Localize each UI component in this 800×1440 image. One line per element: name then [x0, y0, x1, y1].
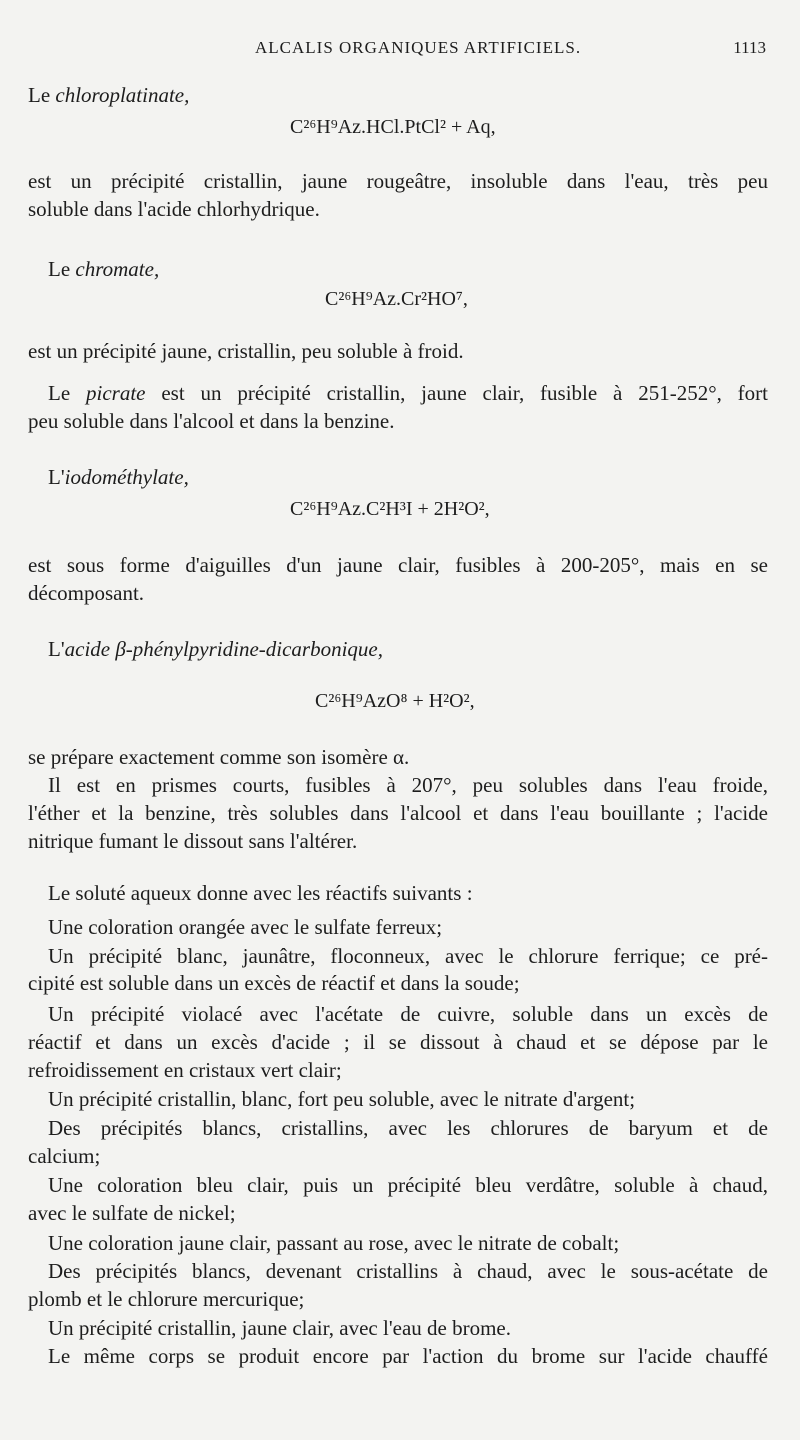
reaction-line: plomb et le chlorure mercurique; [28, 1287, 305, 1311]
reaction-line: Un précipité blanc, jaunâtre, floconneux, avec le chlorure ferrique; ce pré- [48, 944, 768, 968]
intro-prefix: L' [48, 465, 65, 489]
reaction-line: Un précipité cristallin, jaune clair, avec l'eau de brome. [48, 1316, 511, 1340]
compound-name: acide β-phénylpyridine-dicarbonique, [64, 637, 383, 661]
reaction-line: Une coloration bleu clair, puis un précipité bleu verdâtre, soluble à chaud, [48, 1173, 768, 1197]
chloroplatinate-intro [28, 82, 768, 108]
reaction-line: refroidissement en cristaux vert clair; [28, 1058, 342, 1082]
paragraph-line: décomposant. [28, 581, 145, 605]
iodomethylate-formula: C²⁶H⁹Az.C²H³I + 2H²O², [290, 498, 490, 520]
compound-name: iodométhylate, [64, 465, 189, 489]
acide-intro [48, 636, 768, 662]
paragraph-line: est un précipité cristallin, jaune rougeâtre, insoluble dans l'eau, très peu [28, 169, 768, 193]
reaction-line: réactif et dans un excès d'acide ; il se dissout à chaud et se dépose par le [28, 1030, 768, 1054]
paragraph-line: nitrique fumant le dissout sans l'altérer. [28, 829, 358, 853]
intro-prefix: Le [28, 83, 56, 107]
paragraph-text: est un précipité cristallin, jaune clair, fusible à 251-252°, fort [145, 381, 768, 405]
acide-formula: C²⁶H⁹AzO⁸ + H²O², [315, 690, 475, 712]
picrate-line [48, 380, 768, 406]
paragraph-line: se prépare exactement comme son isomère α. [28, 745, 410, 769]
paragraph-line: soluble dans l'acide chlorhydrique. [28, 197, 320, 221]
compound-name: chromate, [75, 257, 160, 281]
paragraph-line: peu soluble dans l'alcool et dans la benzine. [28, 409, 395, 433]
reaction-line: avec le sulfate de nickel; [28, 1201, 236, 1225]
running-title: ALCALIS ORGANIQUES ARTIFICIELS. [255, 38, 582, 57]
page-number: 1113 [733, 38, 766, 57]
paragraph-line: l'éther et la benzine, très solubles dans l'alcool et dans l'eau bouillante ; l'acide [28, 801, 768, 825]
iodomethylate-intro [48, 464, 768, 490]
reactifs-intro: Le soluté aqueux donne avec les réactifs suivants : [48, 881, 473, 905]
compound-name: chloroplatinate, [55, 83, 190, 107]
chromate-formula: C²⁶H⁹Az.Cr²HO⁷, [325, 288, 468, 310]
reaction-line: Une coloration jaune clair, passant au rose, avec le nitrate de cobalt; [48, 1231, 620, 1255]
reaction-line: cipité est soluble dans un excès de réactif et dans la soude; [28, 971, 520, 995]
paragraph-line: est un précipité jaune, cristallin, peu soluble à froid. [28, 339, 464, 363]
chloroplatinate-formula: C²⁶H⁹Az.HCl.PtCl² + Aq, [290, 116, 496, 138]
intro-prefix: Le [48, 257, 76, 281]
reaction-line: Une coloration orangée avec le sulfate ferreux; [48, 915, 443, 939]
reaction-line: Un précipité cristallin, blanc, fort peu soluble, avec le nitrate d'argent; [48, 1087, 636, 1111]
intro-prefix: L' [48, 637, 65, 661]
reaction-line: Le même corps se produit encore par l'action du brome sur l'acide chauffé [48, 1344, 768, 1368]
paragraph-line: est sous forme d'aiguilles d'un jaune clair, fusibles à 200-205°, mais en se [28, 553, 768, 577]
reaction-line: calcium; [28, 1144, 101, 1168]
reaction-line: Un précipité violacé avec l'acétate de cuivre, soluble dans un excès de [48, 1002, 768, 1026]
reaction-line: Des précipités blancs, devenant cristallins à chaud, avec le sous-acétate de [48, 1259, 768, 1283]
chromate-intro [48, 256, 768, 282]
intro-prefix: Le [48, 381, 86, 405]
page-header [0, 38, 800, 62]
compound-name: picrate [86, 381, 146, 405]
reaction-line: Des précipités blancs, cristallins, avec les chlorures de baryum et de [48, 1116, 768, 1140]
paragraph-line: Il est en prismes courts, fusibles à 207°, peu solubles dans l'eau froide, [48, 773, 768, 797]
